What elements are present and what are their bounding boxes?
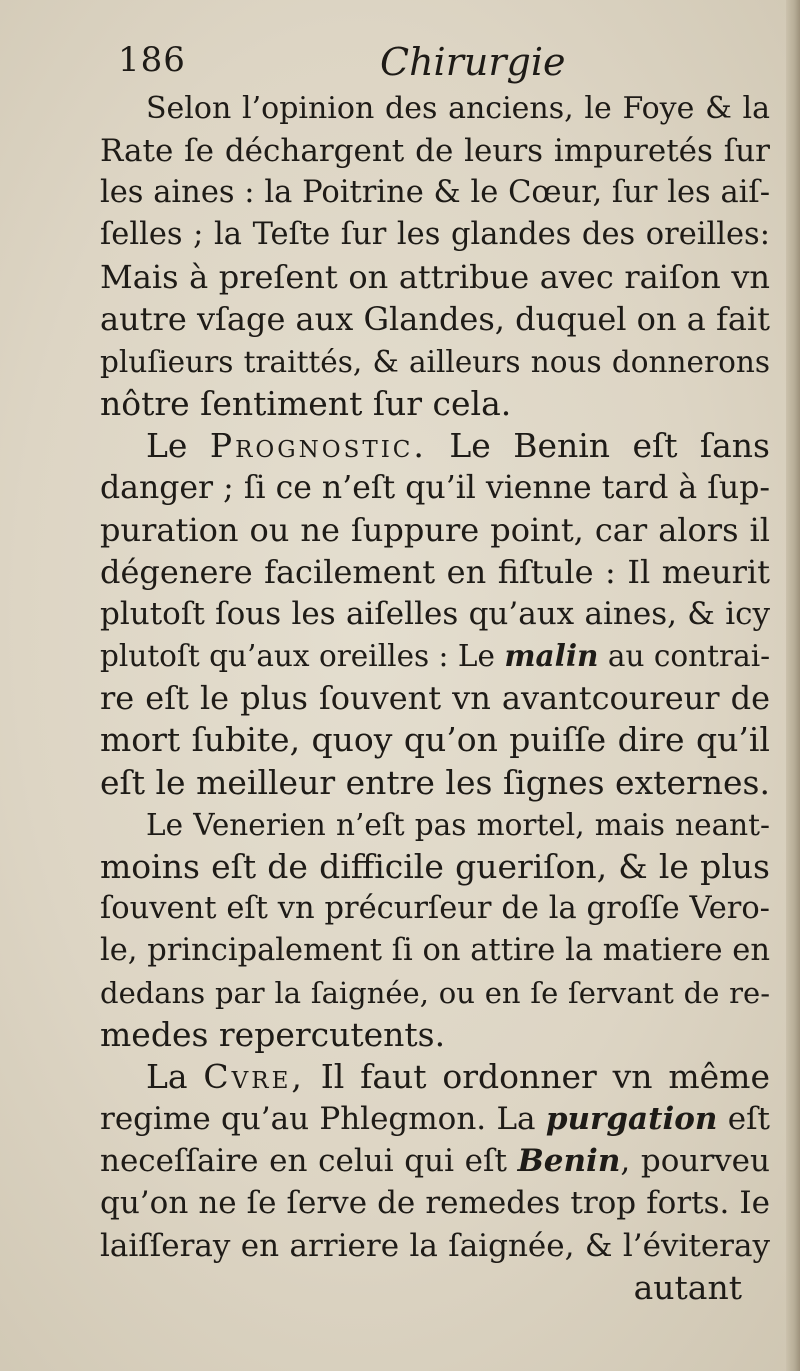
text-line: dedans par la ſaignée, ou en ſe ſervant de re- [100, 975, 770, 1010]
prognostic-heading: Prognostic. [209, 425, 427, 465]
catchword: autant [633, 1267, 742, 1307]
purgation-italic: purgation [545, 1101, 718, 1138]
malin-post: au contrai- [607, 639, 771, 674]
text-line: Le Venerien n’eſt pas mortel, mais neant- [146, 807, 770, 842]
text-line: qu’on ne ſe ſerve de remedes trop forts. Ie [100, 1185, 770, 1222]
page-number: 186 [118, 40, 186, 80]
text-line: pluſieurs traittés, & ailleurs nous donnerons [100, 344, 770, 379]
text-line-benin [100, 1140, 770, 1182]
text-line: nôtre ſentiment ſur cela. [100, 383, 512, 423]
page-gutter-shadow [786, 0, 800, 1371]
text-line: autre vſage aux Glandes, duquel on a fait [100, 300, 770, 339]
text-line: mort ſubite, quoy qu’on puiſſe dire qu’il [100, 720, 770, 760]
cure-heading: Cvre, [203, 1057, 305, 1097]
malin-italic: malin [504, 638, 599, 674]
cure-lead: La [146, 1057, 188, 1097]
text-line: puration ou ne ſuppure point, car alors il [100, 510, 770, 549]
text-line: Selon l’opinion des anciens, le Foye & la [146, 91, 770, 126]
benin-pre: neceſſaire en celui qui eſt [100, 1143, 507, 1180]
text-line: dégenere facilement en fiſtule : Il meurit [100, 553, 770, 592]
text-line: medes repercutents. [100, 1015, 446, 1055]
benin-post: , pourveu [620, 1143, 770, 1180]
page-header [118, 40, 638, 90]
text-line: ſouvent eſt vn précurſeur de la groſſe Vero- [100, 890, 770, 926]
purgation-pre: regime qu’au Phlegmon. La [100, 1101, 536, 1138]
benin-italic: Benin [517, 1143, 621, 1180]
text-line: ſelles ; la Teſte ſur les glandes des oreilles: [100, 217, 770, 253]
prognostic-lead: Le [146, 425, 188, 465]
text-line: moins eſt de difficile gueriſon, & le plus [100, 846, 770, 886]
text-line: Mais à preſent on attribue avec raiſon vn [100, 258, 770, 297]
text-line: le, principalement ſi on attire la matiere en [100, 932, 770, 968]
running-title: Chirurgie [380, 40, 566, 84]
text-line: plutoſt ſous les aiſelles qu’aux aines, & icy [100, 596, 770, 633]
text-line: laiſſeray en arriere la ſaignée, & l’éviteray [100, 1227, 770, 1264]
cure-line-rest: Il faut ordonner vn même [320, 1057, 770, 1097]
text-line-malin [100, 635, 770, 677]
prognostic-line-rest: Le Benin eſt ſans [449, 425, 770, 465]
text-line: re eſt le plus ſouvent vn avantcoureur de [100, 679, 770, 718]
malin-pre: plutoſt qu’aux oreilles : Le [100, 639, 495, 674]
purgation-post: eſt [727, 1101, 771, 1138]
text-line-purgation [100, 1098, 770, 1140]
text-line-prognostic [100, 425, 770, 467]
text-line: Rate ſe déchargent de leurs impuretés ſur [100, 133, 770, 170]
body-text [100, 88, 770, 1309]
text-line: eſt le meilleur entre les ſignes externes. [100, 762, 770, 802]
text-line: les aines : la Poitrine & le Cœur, ſur les aiſ- [100, 175, 770, 211]
text-line: danger ; ſi ce n’eſt qu’il vienne tard à ſup- [100, 469, 770, 506]
text-line-cure [100, 1056, 770, 1098]
